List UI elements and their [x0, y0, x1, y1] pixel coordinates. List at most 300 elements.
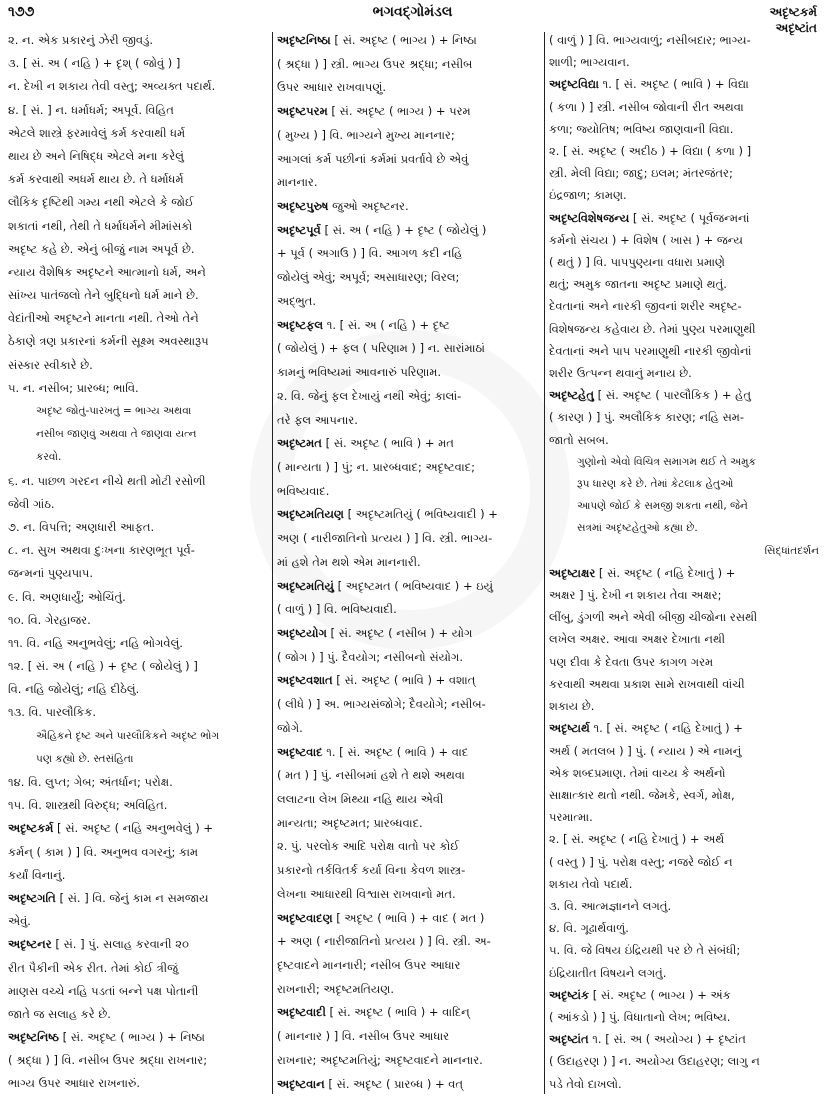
- text-line: [277, 174, 539, 190]
- text-line: [8, 357, 268, 373]
- line-text: અદ્ભુત.: [277, 293, 317, 308]
- text-line: [549, 876, 819, 892]
- text-line: [549, 232, 819, 248]
- line-text: જાતો સબબ.: [549, 432, 609, 447]
- column-2: [277, 32, 539, 1092]
- text-line: [277, 530, 539, 546]
- line-text: ૪. વિ. ગૂઢાર્થવાળું.: [549, 921, 629, 936]
- line-text: લૌકિક દૃષ્ટિથી ગમ્ય નથી એટલે કે જોઈ: [8, 195, 194, 210]
- headword: અદૃષ્ટાક્ષર: [549, 565, 596, 580]
- line-text: ( કળા ) ] સ્ત્રી. નસીબ જોવાની રીત અથવા: [549, 99, 744, 114]
- line-text: ( લીધે ) ] અ. ભાગ્યસંજોગે; દૈવયોગે; નસીબ-: [277, 697, 486, 712]
- text-line: [277, 601, 539, 617]
- line-text: ( મત ) ] પું. નસીબમાં હશે તે થશે અથવા: [277, 768, 465, 783]
- line-text: ૧૩. વિ. પારલૌકિક.: [8, 705, 97, 720]
- text-line: [277, 649, 539, 665]
- text-line: [8, 426, 268, 442]
- line-text: ન. દેખી ન શકાય તેવી વસ્તુ; અવ્યક્ત પદાર્થ.: [8, 79, 216, 94]
- column-divider: [544, 32, 545, 1094]
- text-line: [549, 32, 819, 48]
- line-text: [ સં. અ ( નહિ ) + દૃષ્ટ ( જોયેલું ): [320, 222, 487, 237]
- text-line: [8, 913, 268, 929]
- text-line: [549, 476, 819, 492]
- entry-headword-line: [8, 1029, 268, 1045]
- headword: અદૃષ્ટાંક: [549, 987, 590, 1002]
- page-number: ૧૭૭: [8, 4, 35, 20]
- text-line: [277, 767, 539, 783]
- text-line: [8, 218, 268, 234]
- text-line: [549, 809, 819, 825]
- headword: અદૃષ્ટવાદ: [277, 744, 323, 759]
- text-line: [549, 831, 819, 847]
- line-text: [ સં. અદૃષ્ટ ( પૂર્વજન્મનાં: [629, 210, 750, 225]
- line-text: [ સં. અદૃષ્ટ ( પ્રારબ્ધ ) + વત્: [324, 1076, 464, 1091]
- line-text: ૧. [ સં. અ ( નહિ ) + દૃષ્ટ: [323, 317, 450, 332]
- text-line: [8, 704, 268, 720]
- line-text: કર્મ કરવાથી અધર્મ થાય છે. તે ધર્માધર્મ: [8, 172, 184, 187]
- text-line: [549, 321, 819, 337]
- text-line: [8, 473, 268, 489]
- text-line: [277, 886, 539, 902]
- headword: અદૃષ્ટમત: [277, 436, 322, 451]
- text-line: [8, 983, 268, 999]
- text-line: [277, 340, 539, 356]
- line-text: ( થતું ) ] વિ. પાપપુણ્યના વધારા પ્રમાણે: [549, 255, 725, 270]
- text-line: [277, 720, 539, 736]
- line-text: ૩. વિ. આત્મજ્ઞાનને લગતું.: [549, 898, 672, 913]
- headword: અદૃષ્ટપૂર્વ: [277, 222, 321, 237]
- headword: અદૃષ્ટવશાત: [277, 673, 333, 688]
- line-text: કળા; જ્યોતિષ; ભવિષ્ય જાણવાની વિદ્યા.: [549, 121, 734, 136]
- line-text: શકાતાં નથી, તેથી તે ધર્માધર્મને મીમાંસકો: [8, 218, 193, 233]
- text-line: [549, 698, 819, 714]
- book-title: ભગવદ્ગોમંડલ: [372, 4, 453, 20]
- text-line: [8, 496, 268, 512]
- text-line: [277, 127, 539, 143]
- text-line: [8, 519, 268, 535]
- line-text: જોયેલું એવું; અપૂર્વ; અસાધારણ; વિરલ;: [277, 270, 460, 285]
- line-text: પણ દીવા કે દેવતા ઉપર કાગળ ગરમ: [549, 654, 714, 669]
- line-text: ૨. [ સં. અદૃષ્ટ ( નહિ દેખાતું ) + અર્થ: [549, 832, 725, 847]
- line-text: ૨. [ સં. અદૃષ્ટ ( અદીઠ ) + વિદ્યા ( કળા ) ]: [549, 144, 752, 159]
- line-text: રૂપ ધારણ કરે છે. તેમાં કેટલાક હેતુઓ: [577, 478, 734, 491]
- line-text: માન્યતા; અદૃષ્ટમત; પ્રારબ્ધવાદ.: [277, 815, 423, 830]
- text-line: [549, 587, 819, 603]
- line-text: શરીર ઉત્પન્ન થવાનું મનાય છે.: [549, 366, 692, 381]
- line-text: ( જોગ ) ] પું. દૈવયોગ; નસીબનો સંયોગ.: [277, 649, 463, 664]
- entry-headword-line: [277, 1076, 539, 1092]
- line-text: એવું.: [8, 914, 31, 929]
- line-text: ૧. [ સં. અ ( અયોગ્ય ) + દૃષ્ટાંત: [588, 1032, 746, 1047]
- line-text: લેખના આધારથી વિશ્વાસ રાખવાનો મત.: [277, 886, 456, 901]
- line-text: જોગે.: [277, 720, 303, 735]
- text-line: [277, 388, 539, 404]
- line-text: [ સં. અદૃષ્ટ ( ભાવિ ) + મત: [321, 436, 454, 451]
- column-1: [8, 32, 268, 1092]
- text-line: [277, 933, 539, 949]
- line-text: ૧. [ સં. અદૃષ્ટ ( ભાવિ ) + વિદ્યા: [598, 77, 749, 92]
- text-line: [8, 774, 268, 790]
- line-text: ૨. પું. પરલોક આદિ પરોક્ષ વાતો પર કોઈ: [277, 839, 460, 854]
- line-text: લખેલ અક્ષર. આવા અક્ષર દેખાતા નથી: [549, 632, 726, 647]
- entry-headword-line: [277, 317, 539, 333]
- line-text: સિદ્ધાંતદર્શન: [764, 544, 819, 557]
- text-line: [8, 1052, 268, 1068]
- line-text: ૧. [ સં. અદૃષ્ટ ( નહિ દેખાતું ) +: [589, 721, 743, 736]
- line-text: ( આંકડો ) ] પું. વિધાતાનો લેખ; ભવિષ્ય.: [549, 1009, 731, 1024]
- line-text: ( માનનાર ) ] વિ. નસીબ ઉપર આધાર: [277, 1029, 450, 1044]
- text-line: [8, 333, 268, 349]
- text-line: [8, 78, 268, 94]
- text-line: [277, 79, 539, 95]
- text-line: [549, 965, 819, 981]
- text-line: [8, 171, 268, 187]
- line-text: કર્યાં વિનાનું.: [8, 867, 66, 882]
- line-text: ન્યાય વૈશેષિક અદૃષ્ટને આત્માનો ધર્મ, અને: [8, 264, 206, 279]
- text-line: [8, 449, 268, 465]
- text-line: [8, 125, 268, 141]
- line-text: લીંબુ, ડુંગળી અને એવી બીજી ચીજોના રસથી: [549, 610, 758, 625]
- entry-headword-line: [8, 820, 268, 836]
- headword: અદૃષ્ટમતિયણ: [277, 507, 344, 522]
- text-line: [549, 1053, 819, 1069]
- entry-headword-line: [277, 625, 539, 641]
- text-line: [549, 409, 819, 425]
- line-text: ( શ્રદ્ધા ) ] સ્ત્રી. ભાગ્ય ઉપર શ્રદ્ધા; નસીબ: [277, 56, 473, 71]
- text-line: [549, 498, 819, 514]
- text-line: [277, 957, 539, 973]
- text-line: [277, 554, 539, 570]
- text-line: [277, 791, 539, 807]
- line-text: ૧૪. વિ. લુપ્ત; ગેબ; અંતર્ધાન; પરોક્ષ.: [8, 775, 173, 789]
- line-text: ઐહિકને દૃષ્ટ અને પારલૌકિકને અદૃષ્ટ ભોગ: [36, 729, 220, 742]
- text-line: [8, 589, 268, 605]
- line-text: ( શ્રદ્ધા ) ] વિ. નસીબ ઉપર શ્રદ્ધા રાખનાર;: [8, 1053, 208, 1068]
- text-line: [8, 612, 268, 628]
- line-text: વેદાંતીઓ અદૃષ્ટને માનતા નથી. તેઓ તેને: [8, 311, 199, 326]
- headword: અદૃષ્ટવિશેષજન્ય: [549, 210, 630, 225]
- text-line: [277, 483, 539, 499]
- line-text: ઇંદ્રિયાતીત વિષયને લગતું.: [549, 965, 667, 980]
- line-text: ૧૧. વિ. નહિ અનુભવેલું; નહિ ભોગવેલું.: [8, 635, 183, 650]
- text-line: [8, 728, 268, 744]
- text-line: [549, 543, 819, 559]
- guide-word-first: અદૃષ્ટકર્મ: [769, 5, 817, 19]
- line-text: [ સં. અદૃષ્ટ ( ભાગ્ય ) + નિષ્ઠા: [58, 1030, 205, 1045]
- line-text: જેવી ગાંઠ.: [8, 496, 55, 511]
- headword: અદૃષ્ટહેતુ: [549, 388, 594, 403]
- text-line: [277, 862, 539, 878]
- text-line: [549, 1009, 819, 1025]
- line-text: લલાટના લેખ મિથ્યા નહિ થાય એવી: [277, 792, 444, 806]
- text-line: [8, 310, 268, 326]
- line-text: જુઓ અદૃષ્ટનર.: [328, 199, 409, 214]
- entry-headword-line: [277, 435, 539, 451]
- entry-headword-line: [277, 103, 539, 119]
- text-line: [8, 403, 268, 419]
- line-text: ૪. [ સં. ] ન. ધર્માધર્મ; અપૂર્વ. વિહિત: [8, 102, 174, 117]
- text-line: [549, 631, 819, 647]
- text-line: [8, 148, 268, 164]
- line-text: ( વાળું ) ] વિ. ભવિષ્યવાદી.: [277, 602, 397, 617]
- entry-headword-line: [8, 936, 268, 952]
- guide-word-last: અદૃષ્ટાંત: [775, 21, 817, 35]
- text-line: [8, 565, 268, 581]
- line-text: તરે ફલ આપનાર.: [277, 412, 358, 427]
- headword: અદૃષ્ટવિદ્યા: [549, 77, 599, 92]
- line-text: ( વાળું ) ] વિ. ભાગ્યવાળું; નસીબદાર; ભાગ્ય-: [549, 33, 751, 47]
- line-text: [ અદૃષ્ટમત ( ભવિષ્યવાદ ) + ઇયું: [333, 578, 494, 593]
- headword: અદૃષ્ટકર્મ: [8, 821, 54, 836]
- text-line: [549, 609, 819, 625]
- text-line: [277, 838, 539, 854]
- line-text: જન્મનાં પુણ્યપાપ.: [8, 566, 94, 581]
- text-line: [8, 102, 268, 118]
- text-line: [549, 298, 819, 314]
- line-text: માણસ વચ્ચે નહિ પડતાં બન્ને પક્ષ પોતાની: [8, 983, 199, 998]
- line-text: રીત પૈકીની એક રીત. તેમાં કોઈ ત્રીજું: [8, 960, 178, 975]
- line-text: [ સં. અદૃષ્ટ ( નહિ દેખાતું ) +: [595, 565, 736, 580]
- line-text: એટલે શાસ્ત્રે ફરમાવેલું કર્મ કરવાથી ધર્મ: [8, 125, 186, 140]
- line-text: અર્થ ( મતલબ ) ] પું. ( ન્યાય ) એ નામનું: [549, 743, 742, 758]
- headword: અદૃષ્ટનર: [8, 937, 52, 952]
- line-text: [ સં. અદૃષ્ટ ( ભાવિ ) + વાદિન્: [325, 1005, 470, 1020]
- entry-headword-line: [8, 890, 268, 906]
- headword: અદૃષ્ટયોગ: [277, 625, 327, 640]
- line-text: શકાય તેવો પદાર્થ.: [549, 876, 633, 891]
- text-line: [277, 245, 539, 261]
- entry-headword-line: [277, 222, 539, 238]
- headword: અદૃષ્ટનિષ્ઠ: [8, 1030, 59, 1045]
- line-text: ઉપર આધાર રાખવાપણું.: [277, 80, 387, 95]
- text-line: [549, 276, 819, 292]
- text-line: [549, 520, 819, 536]
- line-text: પણ કહ્યો છે. સ્તસંહિતા: [36, 752, 134, 765]
- text-line: [277, 981, 539, 997]
- line-text: એક શબ્દપ્રમાણ. તેમાં વાચ્ય કે અર્થનો: [549, 765, 726, 780]
- line-text: સાંખ્ય પાતંજલો તેને બુદ્ધિનો ધર્મ માને છે.: [8, 288, 199, 303]
- text-line: [277, 815, 539, 831]
- line-text: [ સં. અદૃષ્ટ ( નસીબ ) + યોગ: [326, 625, 473, 640]
- text-line: [277, 412, 539, 428]
- entry-headword-line: [549, 387, 819, 403]
- text-line: [8, 264, 268, 280]
- line-text: ભવિષ્યવાદ.: [277, 483, 330, 498]
- entry-headword-line: [277, 744, 539, 760]
- text-line: [277, 364, 539, 380]
- line-text: ૫. વિ. જે વિષય ઇંદ્રિયથી પર છે તે સંબંધી;: [549, 943, 741, 958]
- entry-headword-line: [549, 565, 819, 581]
- text-line: [8, 658, 268, 674]
- entry-headword-line: [277, 1004, 539, 1020]
- text-line: [8, 1075, 268, 1091]
- text-line: [8, 55, 268, 71]
- text-line: [549, 854, 819, 870]
- entry-headword-line: [277, 672, 539, 688]
- text-line: [549, 454, 819, 470]
- line-text: આગલાં કર્મ પછીનાં કર્મમાં પ્રવર્તાવે છે એવું: [277, 151, 469, 166]
- line-text: વિ. નહિ જોયેલું; નહિ દીઠેલું.: [8, 682, 140, 697]
- text-line: [549, 920, 819, 936]
- line-text: ( ઉદાહરણ ) ] ન. અયોગ્ય ઉદાહરણ; લાગુ ન: [549, 1054, 760, 1069]
- headword: અદૃષ્ટાંત: [549, 1032, 589, 1047]
- line-text: અદૃષ્ટ જોતું-પારખતું = ભાગ્ય અથવા: [36, 405, 192, 417]
- text-line: [8, 681, 268, 697]
- text-line: [549, 365, 819, 381]
- headword: અદૃષ્ટગતિ: [8, 890, 56, 905]
- line-text: [ સં. ] વિ. જેનું કામ ન સમજાય: [55, 890, 209, 905]
- line-text: ગુણોનો એવો વિચિત્ર સમાગમ થઈ તે અમુક: [577, 455, 756, 468]
- text-line: [8, 797, 268, 813]
- text-line: [549, 343, 819, 359]
- line-text: દેવતાનાં અને નારકી જીવનાં શરીર અદૃષ્ટ-: [549, 299, 742, 314]
- line-text: [ સં. અદૃષ્ટ ( ભાગ્ય ) + નિષ્ઠા: [330, 33, 477, 47]
- line-text: કરવાથી અથવા પ્રકાશ સામે રાખવાથી વાંચી: [549, 676, 745, 691]
- text-line: [8, 635, 268, 651]
- text-line: [549, 765, 819, 781]
- entry-headword-line: [549, 210, 819, 226]
- line-text: ઇંદ્રજાળ; કામણ.: [549, 188, 627, 203]
- line-text: ૨. વિ. જેનું ફલ દેખાયું નથી એવું; કાલાં-: [277, 388, 462, 403]
- text-line: [549, 432, 819, 448]
- text-line: [8, 960, 268, 976]
- line-text: ( માન્યતા ) ] પું; ન. પ્રારબ્ધવાદ; અદૃષ્ટવાદ;: [277, 459, 475, 474]
- line-text: ૮. ન. સુખ અથવા દુઃખના કારણભૂત પૂર્વ-: [8, 543, 195, 558]
- line-text: ૧. [ સં. અદૃષ્ટ ( ભાવિ ) + વાદ: [322, 744, 469, 759]
- line-text: ( મુખ્ય ) ] વિ. ભાગ્યને મુખ્ય માનનાર;: [277, 127, 455, 142]
- headword: અદૃષ્ટપુરુષ: [277, 199, 329, 214]
- line-text: કર્મન્ ( કામ ) ] વિ. અનુભવ વગરનું; કામ: [8, 844, 199, 859]
- line-text: આપણે જોઈ કે સમજી શકતા નથી, જેને: [577, 500, 748, 513]
- text-line: [549, 254, 819, 270]
- text-line: [8, 194, 268, 210]
- entry-headword-line: [277, 198, 539, 214]
- line-text: કર્મનો સંચય ) + વિશેષ ( ખાસ ) + જન્ય: [549, 232, 743, 247]
- text-line: [549, 99, 819, 115]
- line-text: ૧૦. વિ. ગેરહાજર.: [8, 612, 91, 627]
- line-text: નસીબ જાણવું અથવા તે જાણવા યત્ન: [36, 428, 197, 441]
- line-text: સંસ્કાર સ્વીકારે છે.: [8, 357, 93, 372]
- line-text: રાખનાર; અદૃષ્ટમતિયું; અદૃષ્ટવાદને માનનાર.: [277, 1052, 483, 1067]
- text-line: [8, 380, 268, 396]
- line-text: માં હશે તેમ થશે એમ માનનારી.: [277, 554, 421, 569]
- text-line: [8, 542, 268, 558]
- text-line: [549, 1076, 819, 1092]
- text-line: [277, 269, 539, 285]
- line-text: ( કારણ ) ] પું. અલૌકિક કારણ; નહિ સમ-: [549, 410, 745, 425]
- headword: અદૃષ્ટાર્થ: [549, 721, 590, 736]
- line-text: [ અદૃષ્ટ ( ભાવિ ) + વાદ ( મત ): [332, 910, 485, 925]
- text-line: [549, 898, 819, 914]
- text-line: [277, 1028, 539, 1044]
- text-line: [8, 241, 268, 257]
- line-text: ૬. ન. પાછળ ગરદન નીચે થતી મોટી રસોળી: [8, 473, 206, 488]
- line-text: [ સં. ] પું. સલાહ કરવાની ૨૦: [51, 937, 189, 952]
- line-text: ૫. ન. નસીબ; પ્રારબ્ધ; ભાવિ.: [8, 380, 139, 395]
- line-text: [ સં. અદૃષ્ટ ( નહિ અનુભવેલું ) +: [53, 821, 213, 836]
- line-text: અણ ( નારીજાતિનો પ્રત્યય ) ] વિ. સ્ત્રી. ભાગ્ય-: [277, 531, 493, 546]
- entry-headword-line: [277, 32, 539, 48]
- line-text: પ્રકારનો તર્કવિતર્ક કર્યા વિના કેવળ શાસ્ત્ર-: [277, 863, 466, 878]
- line-text: સત્રમાં અદૃષ્ટહેતુઓ કહ્યા છે.: [577, 522, 698, 535]
- line-text: વિશેષજન્ય કહેવાય છે. તેમાં પુણ્ય પરમાણુથી: [549, 321, 756, 336]
- line-text: [ સં. અદૃષ્ટ ( ભાગ્ય ) + અંક: [589, 987, 731, 1002]
- text-line: [277, 293, 539, 309]
- text-line: [549, 942, 819, 958]
- text-line: [549, 187, 819, 203]
- line-text: થતું; અમુક જાતના અદૃષ્ટ પ્રમાણે થતું.: [549, 277, 727, 292]
- line-text: થાય છે અને નિષિદ્ધ એટલે મના કરેલું: [8, 148, 184, 163]
- text-line: [8, 1006, 268, 1022]
- headword: અદૃષ્ટવાદી: [277, 1005, 326, 1020]
- headword: અદૃષ્ટવાન: [277, 1076, 325, 1091]
- text-line: [277, 1052, 539, 1068]
- line-text: + અણ ( નારીજાતિનો પ્રત્યય ) ] વિ. સ્ત્રી. અ-: [277, 934, 491, 949]
- headword: અદૃષ્ટપરમ: [277, 104, 328, 119]
- line-text: ૩. [ સં. અ ( નહિ ) + દૃશ્ ( જોવું ) ]: [8, 56, 181, 71]
- entry-headword-line: [549, 987, 819, 1003]
- line-text: ઠેકાણે ત્રણ પ્રકારનાં કર્મની સૂક્ષ્મ અવસ્થારૂપ: [8, 334, 209, 349]
- line-text: સ્ત્રી. મેલી વિદ્યા; જાદુ; ઇલમ; મંતરજંતર;: [549, 166, 733, 181]
- line-text: રાખનારી; અદૃષ્ટમતિયણ.: [277, 981, 394, 996]
- line-text: [ સં. અદૃષ્ટ ( ભાગ્ય ) + પરમ: [327, 104, 471, 119]
- line-text: ૧૨. [ સં. અ ( નહિ ) + દૃષ્ટ ( જોયેલું ) ]: [8, 659, 198, 674]
- entry-headword-line: [549, 720, 819, 736]
- line-text: ભાગ્ય ઉપર આધાર રાખનારું.: [8, 1076, 140, 1091]
- text-line: [8, 751, 268, 767]
- line-text: ( વસ્તુ ) ] પું. પરોક્ષ વસ્તુ; નજરે જોઈ ન: [549, 854, 733, 869]
- line-text: ૧૫. વિ. શાસ્ત્રથી વિરુદ્ધ; અવિહિત.: [8, 798, 168, 813]
- text-line: [8, 287, 268, 303]
- text-line: [549, 676, 819, 692]
- text-line: [549, 165, 819, 181]
- line-text: પરમાત્મા.: [549, 810, 593, 825]
- text-line: [549, 143, 819, 159]
- line-text: [ સં. અદૃષ્ટ ( પારલૌકિક ) + હેતુ: [593, 388, 751, 403]
- line-text: દેવતાનાં અને પાપ પરમાણુથી નારકી જીવોનાં: [549, 343, 752, 358]
- line-text: શાળી; ભાગ્યવાન.: [549, 55, 630, 70]
- line-text: સાક્ષાત્કાર થતો નથી. જેમકે, સ્વર્ગ, મોક્ષ,: [549, 787, 735, 802]
- line-text: દૃષ્ટવાદને માનનારી; નસીબ ઉપર આધાર: [277, 958, 461, 973]
- headword: અદૃષ્ટફલ: [277, 317, 324, 332]
- line-text: ૯. વિ. અણધાર્યું; ઓચિંતું.: [8, 589, 126, 604]
- line-text: અદૃષ્ટ કહે છે. એનું બીજું નામ અપૂર્વ છે.: [8, 241, 195, 256]
- text-line: [277, 459, 539, 475]
- text-line: [8, 844, 268, 860]
- line-text: [ સં. અદૃષ્ટ ( ભાવિ ) + વશાત્: [332, 673, 476, 688]
- text-line: [277, 696, 539, 712]
- text-line: [8, 32, 268, 48]
- text-line: [277, 56, 539, 72]
- entry-headword-line: [277, 506, 539, 522]
- entry-headword-line: [277, 578, 539, 594]
- text-line: [549, 121, 819, 137]
- text-line: [549, 787, 819, 803]
- line-text: ૭. ન. વિપત્તિ; અણધારી આફત.: [8, 519, 155, 534]
- line-text: અક્ષર ] પું. દેખી ન શકાય તેવા અક્ષર;: [549, 588, 722, 603]
- headword: અદૃષ્ટનિષ્ઠા: [277, 33, 331, 47]
- column-divider: [272, 32, 273, 1094]
- entry-headword-line: [549, 1031, 819, 1047]
- text-line: [549, 54, 819, 70]
- line-text: કરવો.: [36, 451, 62, 464]
- headword: અદૃષ્ટવાદણ: [277, 910, 333, 925]
- text-line: [8, 867, 268, 883]
- text-line: [549, 743, 819, 759]
- line-text: જાતે જ સલાહ કરે છે.: [8, 1006, 111, 1021]
- headword: અદૃષ્ટમતિયું: [277, 578, 334, 593]
- text-line: [277, 151, 539, 167]
